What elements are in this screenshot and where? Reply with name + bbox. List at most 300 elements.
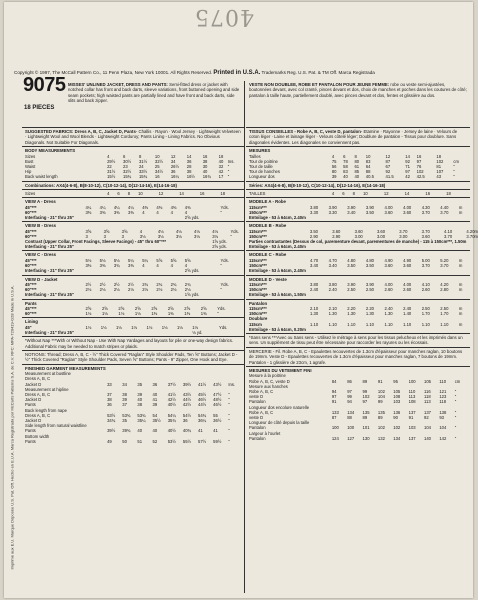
table-cell: 32½	[123, 169, 132, 175]
table-cell: 40	[137, 428, 143, 434]
table-cell: 2.40	[310, 287, 319, 293]
table-cell: 34¾	[107, 418, 116, 423]
unit-cell: 2⅝ yds.	[184, 268, 200, 274]
row-label: 115cm***	[249, 257, 267, 263]
table-row	[25, 244, 241, 249]
row-label: Pants	[25, 402, 36, 408]
garment-title: MISSES' UNLINED JACKET, DRESS AND PANTS:	[68, 82, 168, 87]
unit-cell: "	[228, 412, 230, 418]
row-label: 45"	[25, 324, 32, 330]
unit-cell: m	[458, 263, 463, 269]
table-cell: 2.50	[421, 305, 430, 311]
table-cell: 8	[127, 191, 131, 197]
table-cell: 2½	[99, 281, 106, 287]
table-cell: 78	[343, 158, 348, 164]
table-cell: 18	[446, 191, 451, 197]
table-cell: 138	[439, 409, 447, 415]
table-cell: 8	[138, 153, 142, 159]
row-label: Mesure aux hanches	[249, 383, 288, 389]
table-cell: 23	[123, 164, 128, 170]
row-label: Interfacing - 21" thru 25"	[25, 292, 74, 298]
row-label: Back waist length	[25, 174, 58, 180]
table-cell: 54¼	[167, 412, 176, 418]
table-cell: 1⅛	[85, 324, 92, 330]
table-cell: 38	[202, 158, 208, 164]
table-cell: 3.90	[328, 204, 337, 210]
table-cell: 1.30	[384, 311, 393, 317]
table-cell: 107	[436, 169, 444, 175]
table-cell: 3⅛	[139, 233, 146, 239]
nap-note-en	[22, 337, 244, 351]
view-heading: Lining	[25, 319, 38, 325]
table-cell: 110	[408, 388, 416, 394]
table-cell: 103	[393, 399, 401, 405]
table-cell: 5⅛	[85, 257, 92, 263]
table-row	[249, 327, 467, 332]
row-label: Interfacing - 21" thru 25"	[25, 215, 74, 221]
table-cell: 3⅛	[194, 233, 200, 239]
table-cell: 4⅜	[156, 204, 163, 210]
table-cell: 40½	[167, 428, 176, 434]
table-cell: 93	[439, 415, 445, 420]
row-label: Waist	[25, 164, 36, 170]
table-cell: 54	[152, 412, 158, 418]
table-cell: 1.70	[440, 311, 449, 317]
table-cell: 1.70	[421, 311, 430, 317]
table-cell: 41	[198, 428, 203, 434]
table-cell: 2⅛	[142, 287, 149, 293]
pattern-envelope-back	[4, 2, 478, 598]
table-cell: 3⅜	[113, 209, 120, 215]
table-cell: 102	[436, 158, 444, 164]
row-label: Entoilage - 53 à 64cm, 2.40m	[249, 268, 306, 274]
unit-cell	[440, 215, 459, 220]
table-cell: 1⅛	[85, 311, 92, 317]
table-cell: 3.00	[376, 233, 386, 239]
table-cell: 1⅛	[101, 311, 108, 317]
table-cell: 5¼	[142, 257, 149, 263]
table-row	[249, 244, 478, 249]
table-cell: 14	[405, 153, 410, 159]
table-cell: 38	[137, 402, 143, 408]
unit-cell: "	[228, 418, 230, 423]
row-label: Contrast (Upper Collar, Front Facings, Sleeve Facings) - 45" thru 60"***	[25, 239, 167, 245]
table-cell: 10	[154, 153, 160, 159]
table-cell: 53¾	[137, 412, 146, 418]
table-cell: 24	[138, 164, 144, 170]
table-cell: 4	[156, 263, 159, 269]
table-cell: 4.00	[403, 204, 412, 210]
yardage-table	[249, 258, 467, 274]
table-cell: 39	[122, 397, 127, 403]
table-cell: 42	[405, 174, 410, 180]
row-label: TAILLES	[249, 191, 266, 197]
table-cell: 140	[423, 435, 431, 441]
table-cell: 5¼	[128, 257, 134, 263]
table-cell: 3.70	[440, 263, 449, 269]
table-cell: 36	[107, 402, 112, 408]
sizes-header-fr	[246, 190, 470, 198]
table-cell: 2⅝	[184, 305, 191, 311]
table-cell: 4	[170, 209, 173, 215]
row-label: Parties contrastantes (Dessus de col, parementure devant, parementures de manche) - 115 à 150cm***, 1.50m	[249, 239, 467, 245]
table-cell: 15¾	[138, 174, 148, 180]
row-label: Entoilage - 53 à 64cm, 1.50m	[249, 292, 306, 298]
table-cell: 3.60	[376, 228, 386, 234]
notions-en	[22, 351, 244, 365]
table-cell: 85	[354, 169, 360, 175]
table-cell: 83	[343, 169, 348, 175]
row-label: Measurement at hipline	[25, 386, 69, 392]
table-cell: 36½	[213, 418, 222, 423]
table-cell: 3.90	[365, 204, 375, 210]
row-label: Longueur de côté depuis la taille	[249, 420, 310, 426]
table-cell: 1.10	[440, 321, 449, 327]
table-cell: 4	[184, 209, 188, 215]
pieces-count: 18 PIECES	[24, 105, 55, 111]
finished-fr	[246, 367, 470, 442]
table-cell: 32½	[154, 158, 164, 164]
table-cell: 4¼	[128, 204, 134, 210]
table-cell: 14	[179, 191, 184, 197]
table-cell: 97	[405, 169, 410, 175]
table-cell: 4	[184, 263, 188, 269]
table-cell: 16	[416, 153, 422, 159]
table-cell: 3⅜	[128, 263, 134, 269]
table-cell: 133	[331, 409, 339, 415]
table-cell: 3.40	[347, 209, 356, 215]
table-cell: 135	[362, 409, 370, 415]
table-cell: 3⅛	[175, 233, 182, 239]
table-cell: 57½	[198, 438, 207, 444]
table-cell: 2⅝	[134, 305, 141, 311]
table-cell: 97	[347, 388, 352, 394]
table-cell: 50	[122, 438, 127, 444]
table-cell: 2⅝	[85, 305, 92, 311]
table-cell: 5.00	[421, 257, 430, 263]
table-cell: 110	[439, 378, 447, 384]
table-cell: 2⅛	[128, 287, 134, 293]
view-heading: Pantalon	[249, 300, 268, 306]
row-label: Sizes	[25, 153, 36, 159]
table-cell: 54½	[182, 412, 192, 418]
table-cell: 4.00	[403, 281, 412, 287]
table-cell: 1⅛	[118, 311, 125, 317]
row-label: 45"***	[25, 204, 37, 210]
table-row	[249, 436, 467, 441]
row-label: 45"***	[25, 228, 37, 234]
table-cell: 95	[393, 378, 398, 384]
table-cell: 105	[393, 388, 401, 394]
table-cell: 40	[152, 428, 158, 434]
table-cell: 137	[423, 409, 431, 415]
table-cell: 80	[354, 158, 360, 164]
table-cell: 37½	[167, 381, 176, 387]
unit-cell: "	[217, 311, 219, 317]
table-cell: 3.60	[332, 228, 341, 234]
table-cell: 2.40	[403, 305, 412, 311]
table-cell: 14	[186, 153, 192, 159]
sizes-row-fr	[249, 191, 467, 196]
view-yardage	[246, 276, 470, 300]
row-label: 150cm***	[249, 311, 267, 317]
table-cell: 3.80	[310, 281, 319, 287]
table-cell: 88	[365, 169, 371, 175]
table-cell: 89	[362, 378, 368, 384]
table-cell: 44½	[198, 402, 207, 408]
table-cell: 3.70	[399, 228, 408, 234]
view-yardage	[22, 251, 244, 275]
table-cell: 40	[218, 158, 224, 164]
table-cell: 3.60	[354, 228, 363, 234]
finished-heading-fr: MESURES DU VETEMENT FINI	[249, 367, 312, 373]
table-cell: 103	[408, 425, 416, 431]
table-cell: 4.80	[365, 257, 375, 263]
table-cell: 31½	[107, 169, 116, 175]
fabrics-body: - Challis · Rayon · Wool Jersey · Lightweight Velveteen · Lightweight Wool and Wool Blends · Lightweight Corduroy; Pants Lining - Lining Fabrics. No Obvious Diagonals. Not Suitable For Diagonals.	[25, 129, 241, 145]
table-cell: 39¾	[122, 428, 131, 434]
unit-cell: "	[454, 394, 457, 400]
table-cell: 38	[107, 397, 112, 403]
finished-heading-en: FINISHED GARMENT MEASUREMENTS	[25, 365, 106, 371]
table-cell: 134	[347, 409, 355, 415]
table-cell: 5⅝	[184, 257, 191, 263]
table-cell: 17	[218, 174, 224, 180]
row-label: 115cm***	[249, 281, 267, 287]
table-row	[25, 311, 241, 316]
table-cell: 12	[170, 153, 176, 159]
sizes-header-en	[22, 190, 244, 198]
view-yardage	[22, 276, 244, 300]
table-cell: 10	[365, 153, 371, 159]
table-cell: 6	[343, 153, 346, 159]
unit-cell: "	[454, 409, 457, 415]
view-yardage	[22, 222, 244, 251]
table-cell: 3.70	[466, 233, 475, 239]
table-cell: 3.30	[328, 209, 337, 215]
table-row	[249, 191, 467, 196]
row-label: Pants	[25, 428, 36, 434]
view-heading: VIEW C - Dress	[25, 252, 57, 258]
row-label: Robe A, B, C	[249, 388, 274, 394]
table-cell: 3⅝	[85, 228, 92, 234]
table-cell: 3⅛	[157, 233, 164, 239]
table-cell: 113	[423, 399, 431, 405]
table-cell: 2⅛	[170, 287, 177, 293]
table-cell: 102	[416, 169, 424, 175]
yardage-table	[249, 229, 478, 250]
table-cell: 4.00	[384, 204, 393, 210]
table-cell: 59½	[213, 438, 222, 444]
table-cell: 2⅛	[99, 287, 106, 293]
table-cell: 2½	[113, 281, 120, 287]
table-cell: 34	[122, 381, 127, 387]
notions-text-en: NOTIONS: Thread; Dress A, B, C - ½" Thick Covered "Raglan" Style Shoulder Pads, Ten ⅝" Buttons; Jacket D - ½" Thick Covered "Raglan" Style Shoulder Pads, Seven ⅝" Buttons; Pants - 9" Zipper, One Hook and Eye.	[25, 351, 238, 363]
series-text: Séries: AX4(4-6-8), B(8-10-12), C(10-12-14), D(12-14-16), E(14-16-18)	[249, 182, 386, 188]
table-cell: 4¼	[99, 204, 106, 210]
unit-cell: "	[228, 438, 230, 444]
table-cell: 81	[436, 164, 442, 170]
table-cell: 40½	[167, 402, 176, 408]
table-cell: 118	[439, 399, 447, 405]
table-cell: 3.50	[347, 263, 356, 269]
unit-cell: 1⅝ yds.	[212, 239, 227, 245]
series-line	[246, 182, 470, 190]
row-label: Interfacing - 21" thru 25"	[25, 329, 74, 335]
table-cell: 43½	[213, 381, 222, 387]
unit-cell: "	[228, 397, 230, 403]
unit-cell: m	[458, 305, 463, 311]
unit-cell: m	[458, 287, 463, 293]
yardage-fr	[246, 198, 478, 334]
table-cell: 4.00	[384, 281, 393, 287]
row-label: Pants	[25, 438, 36, 444]
row-label: Jacket D	[25, 397, 42, 403]
table-cell: 2.90	[332, 233, 341, 239]
table-cell: 3.40	[328, 263, 337, 269]
table-cell: 116	[423, 388, 431, 394]
unit-cell: "	[453, 169, 455, 175]
row-label: 60"***	[25, 311, 37, 317]
table-cell: 3.40	[310, 263, 319, 269]
finished-table-fr	[249, 373, 467, 441]
table-cell: 1⅛	[115, 324, 122, 330]
table-cell: 97	[331, 394, 337, 400]
view-heading: VIEW A - Dress	[25, 199, 56, 205]
table-cell: 39	[152, 402, 158, 408]
row-label: Interfacing - 21" thru 25"	[25, 268, 74, 274]
table-cell: 6	[123, 153, 126, 159]
combinations-line	[22, 182, 244, 190]
table-cell: 3⅝	[121, 228, 128, 234]
row-label: Entoilage - 53 à 64cm, 2.40m	[249, 244, 306, 250]
table-cell: 41½	[167, 391, 176, 397]
fabrics-heading: SUGGESTED FABRICS: Dress A, B, C, Jacket D, Pants	[25, 129, 136, 134]
table-cell: 35	[122, 418, 127, 423]
table-cell: 3.90	[365, 281, 375, 287]
table-cell: 15½	[107, 174, 116, 180]
view-heading: VIEW D - Jacket	[25, 276, 58, 282]
table-cell: 4⅜	[142, 204, 149, 210]
unit-cell: "	[454, 435, 457, 441]
row-label: 115cm***	[249, 204, 267, 210]
unit-cell: Yds.	[220, 281, 229, 287]
table-cell: 42½	[167, 397, 176, 403]
table-cell: 1.10	[310, 321, 319, 327]
unit-cell: 2⅝ yds.	[212, 244, 227, 250]
row-label: 45"***	[25, 257, 37, 263]
table-cell: 1.10	[328, 321, 337, 327]
table-cell: 4	[139, 228, 143, 234]
table-cell: 97	[416, 158, 422, 164]
table-cell: 86	[347, 378, 352, 384]
table-cell: 53½	[167, 438, 176, 444]
table-cell: 2.80	[440, 287, 449, 293]
table-cell: 4¼	[113, 204, 120, 210]
table-cell: 3	[103, 233, 106, 239]
table-cell: 34	[170, 158, 176, 164]
yardage-table	[25, 306, 241, 316]
unit-cell	[440, 327, 459, 332]
table-row	[249, 215, 467, 220]
row-label: 115cm	[249, 321, 262, 327]
row-label: veste D	[249, 394, 264, 400]
table-cell: 6	[117, 191, 120, 197]
table-cell: 87	[385, 158, 391, 164]
english-column	[22, 74, 245, 593]
table-row	[25, 268, 241, 273]
row-label: Jacket D	[25, 381, 42, 387]
row-label: Longueur dos encolure naturelle	[249, 404, 310, 410]
table-cell: 55½	[182, 438, 192, 444]
table-cell: 2.20	[365, 305, 375, 311]
unit-cell: "	[454, 415, 457, 420]
table-cell: 92	[423, 415, 429, 420]
row-label: Doublure	[249, 316, 268, 322]
table-cell: 132	[377, 435, 385, 441]
table-cell: 2¾	[156, 281, 163, 287]
handwritten-number: 4075	[194, 4, 254, 29]
table-cell: 46½	[213, 402, 222, 408]
table-cell: 2½	[128, 281, 134, 287]
garment-description-fr	[249, 82, 468, 98]
unit-cell	[466, 244, 474, 249]
table-cell: 40	[152, 391, 158, 397]
table-cell: 2¾	[184, 281, 191, 287]
row-label: Dress A, B, C	[25, 376, 51, 382]
table-cell: 1⅛	[100, 324, 107, 330]
table-cell: 3⅜	[85, 263, 92, 269]
instruction-sheet	[22, 74, 478, 593]
table-cell: 4.80	[347, 257, 356, 263]
table-cell: 5.20	[440, 257, 449, 263]
table-cell: 16½	[186, 174, 195, 180]
table-cell: 3.60	[403, 209, 412, 215]
table-row	[25, 330, 241, 335]
table-cell: 39½	[182, 381, 192, 387]
row-label: Tailles	[249, 153, 261, 159]
body-measurements-heading: BODY MEASUREMENTS	[25, 148, 76, 154]
table-cell: 38	[186, 169, 192, 175]
unit-cell: m	[458, 257, 463, 263]
table-cell: 123	[439, 394, 447, 400]
row-label: Robe A, B, C, veste D	[249, 378, 290, 384]
row-label: veste D	[249, 415, 264, 420]
table-cell: 127	[347, 435, 355, 441]
table-cell: 15¾	[123, 174, 132, 180]
row-label: Entoilage - 53 à 64cm, 2.40m	[249, 215, 306, 221]
row-label: 115cm***	[249, 305, 267, 311]
table-cell: 3.70	[421, 228, 430, 234]
table-cell: 36	[186, 158, 192, 164]
table-cell: 102	[362, 394, 370, 400]
unit-cell: "	[228, 402, 230, 408]
fabrics-heading-fr: TISSUS CONSEILLES - Robe A, B, C, veste D, pantalon	[249, 129, 361, 134]
row-label: Pantalon	[249, 425, 266, 431]
table-cell: 90	[393, 415, 398, 420]
yardage-table	[249, 205, 467, 221]
table-cell: 1⅜	[151, 311, 158, 317]
table-cell: 53¾	[122, 412, 131, 418]
table-cell: 3	[85, 233, 88, 239]
row-label: 115cm***	[249, 228, 267, 234]
table-cell: 6	[342, 191, 345, 197]
unit-cell	[440, 268, 459, 273]
table-cell: 67	[385, 164, 391, 170]
table-cell: 3.90	[347, 281, 356, 287]
unit-cell: cm	[453, 158, 459, 164]
table-cell: 12	[158, 191, 164, 197]
